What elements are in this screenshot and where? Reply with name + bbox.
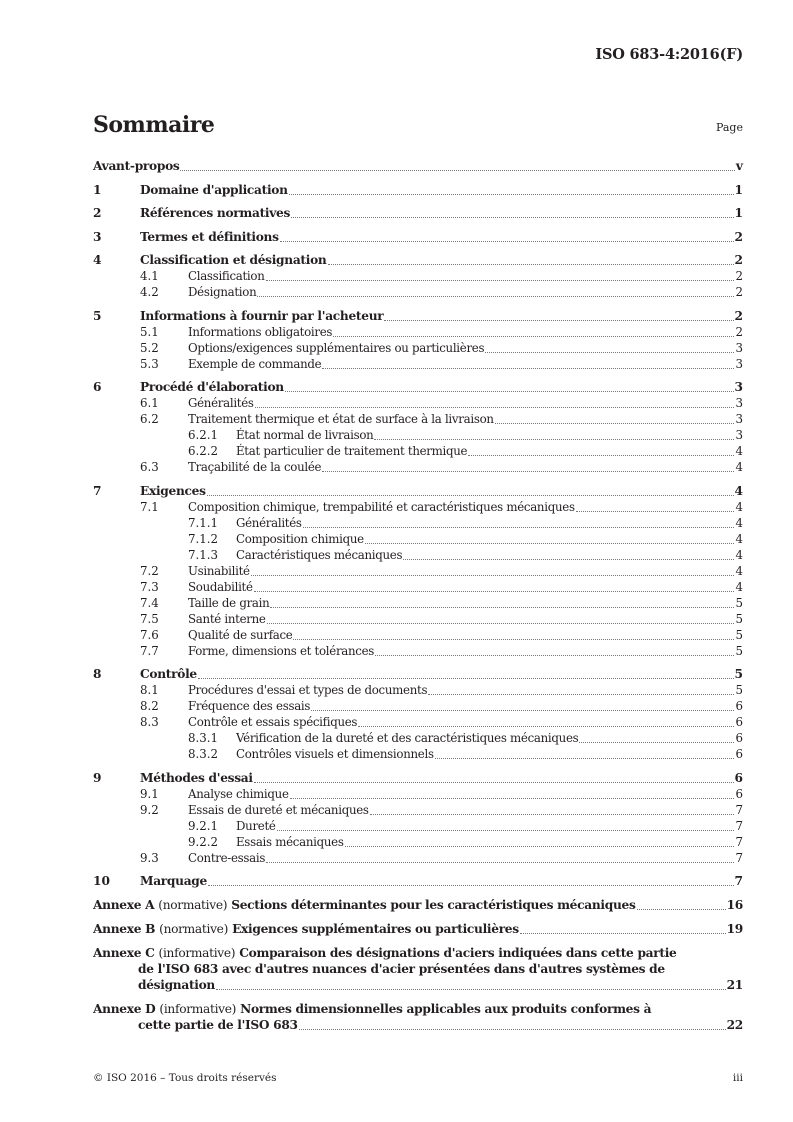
- dot-leader: [266, 861, 734, 863]
- toc-entry-page: 5: [735, 643, 743, 658]
- toc-entry[interactable]: [93, 427, 743, 443]
- toc-entry-page: 7: [735, 850, 743, 865]
- toc-entry-label: Soudabilité: [188, 579, 253, 594]
- page-number: iii: [732, 1072, 743, 1084]
- annex-page: 16: [726, 898, 743, 912]
- dot-leader: [403, 558, 734, 560]
- toc-entry[interactable]: [93, 682, 743, 698]
- toc-entry[interactable]: [93, 395, 743, 411]
- dot-leader: [216, 988, 726, 990]
- toc-entry[interactable]: [93, 308, 743, 324]
- toc-entry[interactable]: [93, 443, 743, 459]
- annex-page: 21: [726, 978, 743, 992]
- dot-leader: [322, 470, 734, 472]
- dot-leader: [207, 494, 734, 496]
- dot-leader: [365, 542, 735, 544]
- toc-entry-label: Procédures d'essai et types de documents: [188, 683, 428, 697]
- toc-entry-number: 6: [93, 380, 102, 394]
- toc-entry-number: 4.1: [140, 269, 159, 283]
- toc-entry-number: 6.2.1: [188, 428, 219, 442]
- toc-entry-label: Avant-propos: [93, 159, 180, 173]
- toc-entry-page: 3: [735, 412, 743, 426]
- toc-entry-page: 6: [734, 770, 743, 785]
- toc-entry-page: 7: [735, 818, 743, 833]
- toc-entry-page: 5: [735, 627, 743, 642]
- table-of-contents: [93, 158, 743, 1033]
- toc-entry-label: Taille de grain: [188, 595, 270, 610]
- toc-entry-label: Informations à fournir par l'acheteur: [140, 308, 384, 323]
- toc-entry-label: Usinabilité: [188, 563, 250, 578]
- dot-leader: [254, 590, 735, 592]
- toc-entry-label: Domaine d'application: [140, 182, 288, 197]
- toc-entry[interactable]: [93, 411, 743, 427]
- toc-entry[interactable]: [93, 182, 743, 198]
- dot-leader: [637, 908, 726, 910]
- dot-leader: [579, 741, 734, 743]
- dot-leader: [280, 240, 734, 242]
- annex-title: Sections déterminantes pour les caractéristiques mécaniques: [231, 898, 636, 912]
- toc-entry-page: 4: [735, 515, 743, 530]
- toc-entry-page: 6: [735, 715, 743, 729]
- toc-entry[interactable]: [93, 627, 743, 643]
- toc-entry-number: 2: [93, 206, 102, 220]
- toc-entry-page: 4: [735, 444, 743, 458]
- annex-name: Annexe C: [93, 946, 155, 960]
- toc-entry-number: 9.3: [140, 850, 159, 865]
- toc-entry-label: Contrôle et essais spécifiques: [188, 715, 358, 729]
- toc-entry[interactable]: [93, 499, 743, 515]
- toc-entry-label: Composition chimique: [236, 531, 364, 546]
- dot-leader: [290, 797, 735, 799]
- toc-entry-number: 8.3.1: [188, 731, 219, 745]
- toc-entry-label: Généralités: [188, 396, 254, 410]
- dot-leader: [384, 319, 733, 321]
- dot-leader: [485, 351, 734, 353]
- toc-entry[interactable]: [93, 666, 743, 682]
- toc-entry-number: 5.1: [140, 324, 159, 339]
- annex-type: (normative): [158, 898, 228, 912]
- dot-leader: [375, 654, 734, 656]
- toc-entry-number: 7.4: [140, 595, 159, 610]
- toc-entry-page: 4: [735, 563, 743, 578]
- annex-name: Annexe D: [93, 1002, 156, 1016]
- toc-entry-number: 7.1.2: [188, 531, 219, 546]
- dot-leader: [251, 574, 735, 576]
- toc-entry-number: 7.1: [140, 499, 159, 514]
- toc-entry-number: 3: [93, 229, 102, 244]
- dot-leader: [198, 677, 734, 679]
- toc-entry-page: 6: [735, 731, 743, 745]
- annex-title: désignation: [138, 978, 215, 992]
- toc-entry[interactable]: [93, 324, 743, 340]
- toc-entry-number: 8.3: [140, 715, 159, 729]
- dot-leader: [322, 367, 734, 369]
- toc-entry-page: 7: [735, 834, 743, 849]
- toc-entry[interactable]: [93, 595, 743, 611]
- dot-leader: [285, 390, 734, 392]
- toc-entry-page: 3: [735, 356, 743, 371]
- toc-entry-number: 9.2: [140, 802, 159, 817]
- dot-leader: [495, 422, 735, 424]
- toc-entry-label: Désignation: [188, 285, 257, 299]
- toc-entry[interactable]: [93, 515, 743, 531]
- toc-entry-page: 3: [735, 340, 743, 355]
- toc-entry[interactable]: [93, 611, 743, 627]
- toc-entry-number: 6.2: [140, 412, 159, 426]
- dot-leader: [267, 622, 735, 624]
- annex-type: (normative): [159, 922, 229, 936]
- copyright-notice: © ISO 2016 – Tous droits réservés: [93, 1072, 277, 1084]
- dot-leader: [428, 693, 734, 695]
- toc-entry[interactable]: [93, 340, 743, 356]
- toc-entry-page: 4: [735, 531, 743, 546]
- toc-entry-number: 9.2.1: [188, 818, 219, 833]
- dot-leader: [468, 454, 734, 456]
- toc-entry-number: 7.5: [140, 611, 159, 626]
- toc-entry-number: 9: [93, 770, 102, 785]
- toc-entry-number: 7.2: [140, 563, 159, 578]
- toc-entry-label: Options/exigences supplémentaires ou particulières: [188, 340, 485, 355]
- toc-entry-label: Santé interne: [188, 611, 266, 626]
- toc-entry-label: Généralités: [236, 515, 302, 530]
- toc-entry-number: 9.2.2: [188, 834, 219, 849]
- dot-leader: [270, 606, 734, 608]
- toc-entry[interactable]: [93, 379, 743, 395]
- toc-entry-label: Qualité de surface: [188, 627, 293, 642]
- toc-entry[interactable]: [93, 818, 743, 834]
- dot-leader: [180, 169, 734, 171]
- toc-entry-page: 7: [734, 874, 743, 888]
- toc-entry[interactable]: [93, 643, 743, 659]
- document-id: ISO 683-4:2016(F): [595, 46, 743, 63]
- annex-page: 19: [726, 922, 743, 936]
- dot-leader: [328, 263, 734, 265]
- toc-entry-label: Marquage: [140, 874, 207, 888]
- toc-entry[interactable]: [93, 158, 743, 174]
- toc-entry-page: 3: [734, 380, 743, 394]
- toc-entry[interactable]: [93, 547, 743, 563]
- toc-entry[interactable]: [93, 786, 743, 802]
- toc-entry-page: v: [735, 159, 743, 173]
- toc-entry-number: 8.2: [140, 699, 159, 713]
- toc-entry[interactable]: [93, 579, 743, 595]
- toc-entry-label: Contrôles visuels et dimensionnels: [236, 747, 434, 761]
- toc-entry-number: 8.3.2: [188, 747, 219, 761]
- annex-title: de l'ISO 683 avec d'autres nuances d'acier présentées dans d'autres systèmes de: [138, 962, 665, 976]
- toc-entry-page: 2: [734, 308, 743, 323]
- toc-entry-page: 4: [735, 579, 743, 594]
- toc-entry[interactable]: [93, 834, 743, 850]
- dot-leader: [303, 526, 735, 528]
- toc-entry-page: 6: [735, 747, 743, 761]
- annex-title: cette partie de l'ISO 683: [138, 1018, 298, 1032]
- toc-annex-entry[interactable]: [93, 897, 743, 913]
- annex-page: 22: [726, 1018, 743, 1032]
- dot-leader: [289, 193, 734, 195]
- toc-entry-number: 7.1.3: [188, 547, 219, 562]
- dot-leader: [208, 884, 734, 886]
- toc-entry-page: 4: [735, 460, 743, 474]
- toc-entry-label: Traçabilité de la coulée: [188, 460, 322, 474]
- dot-leader: [254, 781, 734, 783]
- toc-entry[interactable]: [93, 563, 743, 579]
- toc-entry[interactable]: [93, 284, 743, 300]
- toc-entry-label: Informations obligatoires: [188, 324, 333, 339]
- dot-leader: [435, 757, 735, 759]
- toc-entry-number: 1: [93, 182, 102, 197]
- toc-entry-page: 2: [734, 229, 743, 244]
- toc-entry-page: 5: [735, 595, 743, 610]
- toc-entry-page: 1: [734, 182, 743, 197]
- toc-entry-number: 7.3: [140, 579, 159, 594]
- dot-leader: [370, 813, 735, 815]
- annex-title: Exigences supplémentaires ou particulières: [232, 922, 519, 936]
- toc-entry-label: Exemple de commande: [188, 356, 322, 371]
- toc-entry-label: Composition chimique, trempabilité et caractéristiques mécaniques: [188, 499, 575, 514]
- toc-entry[interactable]: [93, 205, 743, 221]
- toc-entry[interactable]: [93, 850, 743, 866]
- toc-entry-number: 8: [93, 667, 102, 681]
- toc-entry-page: 3: [735, 396, 743, 410]
- toc-entry-number: 4: [93, 253, 102, 267]
- annex-name: Annexe B: [93, 922, 156, 936]
- toc-entry-number: 7.7: [140, 643, 159, 658]
- toc-entry-page: 1: [734, 206, 743, 220]
- toc-entry-label: Classification et désignation: [140, 253, 327, 267]
- toc-entry-number: 7: [93, 483, 102, 498]
- toc-entry-label: Exigences: [140, 483, 206, 498]
- toc-entry-number: 4.2: [140, 285, 159, 299]
- toc-entry-number: 5.2: [140, 340, 159, 355]
- toc-entry[interactable]: [93, 698, 743, 714]
- toc-annex-entry[interactable]: [93, 1001, 743, 1033]
- toc-entry[interactable]: [93, 730, 743, 746]
- toc-entry-label: État particulier de traitement thermique: [236, 444, 468, 458]
- toc-entry-page: 7: [735, 802, 743, 817]
- toc-entry-page: 4: [735, 499, 743, 514]
- toc-entry-label: Termes et définitions: [140, 229, 279, 244]
- toc-entry[interactable]: [93, 873, 743, 889]
- dot-leader: [255, 406, 735, 408]
- toc-entry-label: Essais mécaniques: [236, 834, 344, 849]
- annex-title: Normes dimensionnelles applicables aux produits conformes à: [240, 1002, 652, 1016]
- dot-leader: [293, 638, 734, 640]
- toc-entry-label: Caractéristiques mécaniques: [236, 547, 403, 562]
- toc-entry-number: 10: [93, 874, 110, 888]
- toc-annex-entry[interactable]: [93, 921, 743, 937]
- dot-leader: [311, 709, 734, 711]
- page-column-label: Page: [715, 121, 743, 134]
- dot-leader: [277, 829, 735, 831]
- page-title: Sommaire: [93, 112, 215, 138]
- toc-entry-label: Fréquence des essais: [188, 699, 311, 713]
- toc-entry-label: Références normatives: [140, 206, 291, 220]
- dot-leader: [358, 725, 734, 727]
- annex-title: Comparaison des désignations d'aciers indiquées dans cette partie: [239, 946, 677, 960]
- dot-leader: [291, 216, 733, 218]
- toc-entry[interactable]: [93, 356, 743, 372]
- toc-entry[interactable]: [93, 802, 743, 818]
- toc-entry-page: 5: [735, 611, 743, 626]
- toc-entry-page: 4: [735, 547, 743, 562]
- toc-entry-number: 8.1: [140, 683, 159, 697]
- toc-entry-label: État normal de livraison: [236, 428, 374, 442]
- toc-entry-number: 9.1: [140, 786, 159, 801]
- dot-leader: [299, 1028, 726, 1030]
- toc-annex-entry[interactable]: [93, 945, 743, 993]
- dot-leader: [520, 932, 726, 934]
- toc-entry-number: 5: [93, 308, 102, 323]
- dot-leader: [576, 510, 735, 512]
- toc-entry-label: Traitement thermique et état de surface à la livraison: [188, 412, 494, 426]
- toc-entry-label: Essais de dureté et mécaniques: [188, 802, 369, 817]
- toc-entry-page: 3: [735, 428, 743, 442]
- toc-entry-label: Contrôle: [140, 667, 197, 681]
- toc-entry-page: 6: [735, 786, 743, 801]
- toc-entry-number: 7.6: [140, 627, 159, 642]
- toc-entry[interactable]: [93, 746, 743, 762]
- toc-entry-label: Contre-essais: [188, 850, 266, 865]
- toc-entry[interactable]: [93, 714, 743, 730]
- toc-entry-label: Dureté: [236, 818, 276, 833]
- toc-entry-number: 6.3: [140, 460, 159, 474]
- toc-entry[interactable]: [93, 459, 743, 475]
- toc-entry-page: 2: [735, 324, 743, 339]
- toc-entry-page: 2: [735, 269, 743, 283]
- dot-leader: [333, 335, 734, 337]
- toc-entry[interactable]: [93, 483, 743, 499]
- dot-leader: [345, 845, 735, 847]
- toc-entry-label: Classification: [188, 269, 265, 283]
- toc-entry-page: 6: [735, 699, 743, 713]
- annex-type: (informative): [159, 1002, 237, 1016]
- annex-name: Annexe A: [93, 898, 155, 912]
- toc-entry-number: 6.1: [140, 396, 159, 410]
- annex-type: (informative): [158, 946, 236, 960]
- toc-entry[interactable]: [93, 770, 743, 786]
- toc-entry-number: 5.3: [140, 356, 159, 371]
- toc-entry-label: Analyse chimique: [188, 786, 289, 801]
- toc-entry[interactable]: [93, 268, 743, 284]
- toc-entry-label: Procédé d'élaboration: [140, 380, 284, 394]
- toc-entry-page: 4: [734, 483, 743, 498]
- toc-entry[interactable]: [93, 252, 743, 268]
- toc-entry-page: 5: [735, 683, 743, 697]
- dot-leader: [257, 295, 734, 297]
- dot-leader: [374, 438, 734, 440]
- toc-entry-page: 5: [734, 667, 743, 681]
- toc-entry[interactable]: [93, 531, 743, 547]
- toc-entry-number: 6.2.2: [188, 444, 219, 458]
- dot-leader: [266, 279, 735, 281]
- toc-entry-label: Vérification de la dureté et des caractéristiques mécaniques: [236, 731, 579, 745]
- toc-entry-number: 7.1.1: [188, 515, 219, 530]
- toc-entry-page: 2: [735, 285, 743, 299]
- toc-entry[interactable]: [93, 229, 743, 245]
- toc-entry-label: Forme, dimensions et tolérances: [188, 643, 375, 658]
- toc-entry-page: 2: [734, 253, 743, 267]
- toc-entry-label: Méthodes d'essai: [140, 770, 253, 785]
